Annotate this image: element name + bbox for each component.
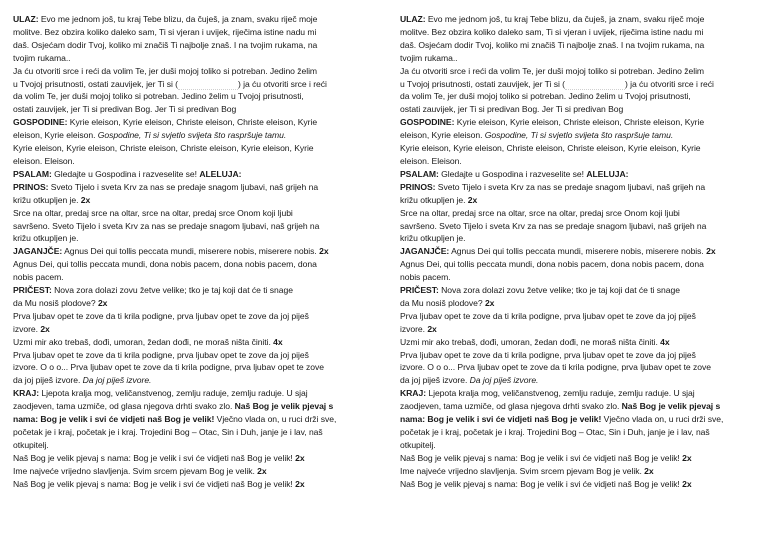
lyric-line: [13, 26, 371, 39]
lyrics-column-right: [400, 13, 758, 491]
lyric-line: [13, 478, 371, 491]
lyric-line: [13, 207, 371, 220]
lyric-text: Ljepota kralja mog, veličanstvenog, zemlju raduje, zemlju raduje. U sjaj: [39, 388, 308, 399]
lyric-line: [400, 413, 758, 426]
lyric-line: [400, 310, 758, 323]
lyric-text: eleison, Kyrie eleison.: [13, 130, 98, 141]
lyric-line: [13, 155, 371, 168]
lyric-text: da Mu nosiš plodove?: [13, 297, 98, 308]
lyric-text: križu otkupljen je.: [400, 233, 466, 244]
lyric-line: [400, 361, 758, 374]
lyric-text: Vječno vlada on, u ruci drži sve,: [601, 414, 724, 425]
lyric-line: [13, 374, 371, 387]
lyric-text: ostati zauvijek, jer Ti si predivan Bog. Jer Ti si predivan Bog: [13, 104, 237, 115]
lyric-bold-text: KRAJ:: [400, 388, 427, 399]
lyric-bold-text: ALELUJA:: [586, 168, 629, 179]
lyric-text: Ljepota kralja mog, veličanstvenog, zemlju raduje, zemlju raduje. U sjaj: [426, 388, 695, 399]
lyric-line: [13, 439, 371, 452]
lyric-line: [400, 271, 758, 284]
lyric-line: [13, 271, 371, 284]
lyric-line: [13, 13, 371, 26]
lyric-bold-text: GOSPODINE:: [13, 117, 68, 128]
lyric-bold-text: 2x: [644, 465, 654, 476]
lyric-line: [400, 400, 758, 413]
lyric-text: nobis pacem.: [13, 272, 64, 283]
lyric-line: [13, 90, 371, 103]
lyric-bold-text: 2x: [682, 452, 692, 463]
lyric-bold-text: JAGANJČE:: [400, 246, 450, 257]
lyric-text: savršeno. Sveto Tijelo i sveta Krv za nas se predaje snagom ljubavi, naš grijeh na: [400, 220, 707, 231]
lyric-line: [13, 387, 371, 400]
lyric-text: Srce na oltar, predaj srce na oltar, srce na oltar, predaj srce Onom koji ljubi: [13, 207, 293, 218]
lyric-text: Evo me jednom još, tu kraj Tebe blizu, da čuješ, ja znam, svaku riječ moje: [425, 14, 705, 24]
lyric-text: Ja ću otvoriti srce i reći da volim Te, jer duši mojoj toliko si potreban. Jedino želim: [13, 65, 318, 76]
lyric-text: križu otkupljen je.: [13, 194, 81, 205]
lyric-line: [400, 349, 758, 362]
lyric-line: [13, 78, 371, 91]
lyric-bold-text: nama: Bog je velik i svi će vidjeti naš Bog je velik!: [13, 414, 215, 425]
lyric-text: Nova zora dolazi zovu žetve velike; tko je taj koji dat će ti snage: [51, 285, 293, 296]
lyric-line: [400, 478, 758, 491]
lyric-text: Prva ljubav opet te zove da ti krila podigne, prva ljubav opet te zove da joj piješ: [400, 349, 696, 360]
lyric-line: [400, 65, 758, 78]
lyric-line: [13, 310, 371, 323]
lyric-text: početak je i kraj, početak je i kraj. Trojedini Bog – Otac, Sin i Duh, janje je i lav, naš: [400, 427, 710, 437]
lyric-text: Evo me jednom još, tu kraj Tebe blizu, da čuješ, ja znam, svaku riječ moje: [38, 14, 318, 24]
lyric-text: Agnus Dei qui tollis peccata mundi, miserere nobis, miserere nobis.: [62, 246, 320, 257]
lyric-line: [13, 65, 371, 78]
lyric-line: [400, 258, 758, 271]
lyric-line: [13, 129, 371, 142]
lyric-text: savršeno. Sveto Tijelo i sveta Krv za nas se predaje snagom ljubavi, naš grijeh na: [13, 220, 320, 231]
lyric-text: Kyrie eleison, Kyrie eleison, Christe eleison, Christe eleison, Kyrie: [67, 117, 318, 128]
lyric-bold-text: 2x: [295, 478, 305, 489]
lyric-bold-text: Naš Bog je velik pjevaj s: [234, 401, 334, 412]
lyric-bold-text: 2x: [319, 246, 329, 257]
lyric-line: [13, 258, 371, 271]
lyric-bold-text: Naš Bog je velik pjevaj s: [621, 401, 721, 412]
lyric-line: [13, 465, 371, 478]
lyric-text: Agnus Dei, qui tollis peccata mundi, dona nobis pacem, dona nobis pacem, dona: [400, 259, 704, 270]
lyric-line: [400, 387, 758, 400]
lyric-bold-text: 2x: [427, 323, 437, 334]
lyric-text: ) ja ću otvoriti srce i reći: [624, 78, 714, 89]
lyric-bold-text: PRINOS:: [13, 181, 49, 192]
lyric-bold-text: ULAZ:: [13, 14, 39, 24]
lyric-italic-text: Gospodine, Ti si svjetlo svijeta što raspršuje tamu.: [484, 130, 674, 141]
lyric-text: molitve. Bez obzira koliko daleko sam, Ti si vjeran i uvijek, riječima istine nadu mi: [400, 26, 704, 37]
lyric-line: [13, 323, 371, 336]
lyric-text: Uzmi mir ako trebaš, dođi, umoran, žedan dođi, ne moraš ništa činiti.: [400, 336, 661, 347]
lyric-text: ostati zauvijek, jer Ti si predivan Bog. Jer Ti si predivan Bog: [400, 104, 624, 115]
lyric-line: [400, 155, 758, 168]
lyric-line: [400, 336, 758, 349]
lyric-line: [400, 103, 758, 116]
lyric-text: Sveto Tijelo i sveta Krv za nas se predaje snagom ljubavi, naš grijeh na: [435, 181, 706, 192]
lyric-text: Kyrie eleison, Kyrie eleison, Christe eleison, Christe eleison, Kyrie eleison, Kyrie: [13, 143, 314, 154]
lyric-line: [400, 465, 758, 478]
lyric-text: tvojim rukama..: [13, 52, 71, 63]
lyric-text: Srce na oltar, predaj srce na oltar, srce na oltar, predaj srce Onom koji ljubi: [400, 207, 680, 218]
lyric-text: da joj piješ izvore.: [400, 375, 470, 386]
lyric-bold-text: 2x: [484, 297, 495, 308]
lyric-text: nobis pacem.: [400, 272, 451, 283]
lyric-line: [13, 452, 371, 465]
lyric-text: Vječno vlada on, u ruci drži sve,: [214, 414, 337, 425]
lyric-line: [400, 168, 758, 181]
lyric-text: daš. Osjećam dodir Tvoj, koliko mi značiš Ti najbolje znaš. I na tvojim rukama, na: [400, 39, 705, 50]
lyric-line: [13, 413, 371, 426]
lyric-line: [400, 78, 758, 91]
lyric-text: da Mu nosiš plodove?: [400, 297, 485, 308]
lyric-text: otkupitelj.: [13, 439, 49, 450]
lyric-text: da joj piješ izvore.: [13, 375, 83, 386]
lyric-bold-text: 2x: [467, 194, 478, 205]
lyric-text: eleison, Kyrie eleison.: [400, 130, 485, 141]
lyric-text: daš. Osjećam dodir Tvoj, koliko mi značiš Ti najbolje znaš. I na tvojim rukama, na: [13, 39, 318, 50]
lyric-text: Gledajte u Gospodina i razveselite se!: [51, 168, 200, 179]
lyric-text: molitve. Bez obzira koliko daleko sam, Ti si vjeran i uvijek, riječima istine nadu mi: [13, 26, 317, 37]
lyric-text: da volim Te, jer duši mojoj toliko si potreban. Jedino želim u Tvojoj prisutnosti,: [400, 91, 691, 102]
lyric-line: [400, 207, 758, 220]
lyric-bold-text: 2x: [40, 323, 50, 334]
lyric-text: izvore.: [13, 323, 41, 334]
lyric-line: [13, 39, 371, 52]
lyric-text: Naš Bog je velik pjevaj s nama: Bog je velik i svi će vidjeti naš Bog je velik!: [400, 452, 683, 463]
lyric-bold-text: ULAZ:: [400, 14, 426, 24]
lyric-bold-text: JAGANJČE:: [13, 246, 63, 257]
lyric-line: [13, 103, 371, 116]
lyric-bold-text: PSALAM:: [400, 168, 439, 179]
lyric-line: [13, 400, 371, 413]
lyric-line: [400, 142, 758, 155]
lyric-line: [13, 284, 371, 297]
lyric-line: [13, 426, 371, 439]
lyric-line: [13, 168, 371, 181]
lyric-line: [400, 116, 758, 129]
lyric-line: [400, 39, 758, 52]
lyric-line: [13, 232, 371, 245]
lyric-text: izvore.: [400, 323, 428, 334]
lyric-line: [400, 181, 758, 194]
lyric-line: [400, 426, 758, 439]
lyric-text: početak je i kraj, početak je i kraj. Trojedini Bog – Otac, Sin i Duh, janje je i lav, naš: [13, 427, 323, 437]
lyric-line: [13, 181, 371, 194]
lyric-line: [13, 349, 371, 362]
lyric-bold-text: 2x: [80, 194, 91, 205]
lyric-text: zaodjeven, tama uzmiče, od glasa njegova drhti svako zlo.: [400, 401, 622, 412]
lyric-line: [400, 26, 758, 39]
lyric-text: u Tvojoj prisutnosti, ostati zauvijek, jer Ti si (: [400, 78, 565, 89]
lyric-line: [13, 52, 371, 65]
blank-gap: [565, 79, 625, 90]
lyric-line: [400, 284, 758, 297]
lyric-text: izvore. O o o... Prva ljubav opet te zove da ti krila podigne, prva ljubav opet te zove: [400, 362, 711, 373]
lyric-bold-text: PRIČEST:: [13, 285, 52, 296]
lyric-text: Agnus Dei, qui tollis peccata mundi, dona nobis pacem, dona nobis pacem, dona: [13, 259, 317, 270]
lyric-bold-text: 4x: [273, 336, 283, 347]
lyric-italic-text: Da joj piješ izvore.: [469, 375, 539, 386]
lyric-text: u Tvojoj prisutnosti, ostati zauvijek, jer Ti si (: [13, 78, 178, 89]
lyric-line: [13, 194, 371, 207]
lyric-line: [13, 142, 371, 155]
lyric-text: Prva ljubav opet te zove da ti krila podigne, prva ljubav opet te zove da joj piješ: [400, 310, 696, 321]
lyric-bold-text: 4x: [660, 336, 670, 347]
lyric-line: [400, 13, 758, 26]
lyric-text: ) ja ću otvoriti srce i reći: [237, 78, 327, 89]
lyric-text: Sveto Tijelo i sveta Krv za nas se predaje snagom ljubavi, naš grijeh na: [48, 181, 319, 192]
lyric-line: [13, 245, 371, 258]
lyric-bold-text: PRINOS:: [400, 181, 436, 192]
lyric-text: Uzmi mir ako trebaš, dođi, umoran, žedan dođi, ne moraš ništa činiti.: [13, 336, 274, 347]
lyric-text: Agnus Dei qui tollis peccata mundi, miserere nobis, miserere nobis.: [449, 246, 707, 257]
lyric-bold-text: 2x: [706, 246, 716, 257]
lyric-text: Kyrie eleison, Kyrie eleison, Christe eleison, Christe eleison, Kyrie: [454, 117, 705, 128]
lyric-text: Prva ljubav opet te zove da ti krila podigne, prva ljubav opet te zove da joj piješ: [13, 310, 309, 321]
lyric-line: [400, 220, 758, 233]
lyric-bold-text: 2x: [295, 452, 305, 463]
lyric-text: Ime najveće vrijedno slavljenja. Svim srcem pjevam Bog je velik.: [400, 465, 645, 476]
lyric-line: [13, 220, 371, 233]
lyrics-column-left: [13, 13, 371, 491]
lyric-line: [400, 452, 758, 465]
lyric-text: Gledajte u Gospodina i razveselite se!: [438, 168, 587, 179]
lyric-bold-text: KRAJ:: [13, 388, 40, 399]
lyric-line: [13, 361, 371, 374]
lyric-text: Naš Bog je velik pjevaj s nama: Bog je velik i svi će vidjeti naš Bog je velik!: [13, 478, 296, 489]
lyric-bold-text: PSALAM:: [13, 168, 52, 179]
lyric-line: [400, 129, 758, 142]
lyric-line: [400, 245, 758, 258]
lyric-line: [400, 52, 758, 65]
lyric-text: Kyrie eleison, Kyrie eleison, Christe eleison, Christe eleison, Kyrie eleison, Kyrie: [400, 143, 701, 154]
lyric-bold-text: ALELUJA:: [199, 168, 242, 179]
blank-gap: [178, 79, 238, 90]
lyric-text: Nova zora dolazi zovu žetve velike; tko je taj koji dat će ti snage: [438, 285, 680, 296]
lyric-line: [400, 374, 758, 387]
lyric-line: [13, 297, 371, 310]
lyric-text: da volim Te, jer duši mojoj toliko si potreban. Jedino želim u Tvojoj prisutnosti,: [13, 91, 304, 102]
lyric-bold-text: nama: Bog je velik i svi će vidjeti naš Bog je velik!: [400, 414, 602, 425]
lyric-text: križu otkupljen je.: [13, 233, 79, 244]
lyric-bold-text: GOSPODINE:: [400, 117, 455, 128]
lyric-bold-text: 2x: [682, 478, 692, 489]
lyric-line: [400, 232, 758, 245]
lyric-text: Prva ljubav opet te zove da ti krila podigne, prva ljubav opet te zove da joj piješ: [13, 349, 309, 360]
lyric-line: [400, 439, 758, 452]
lyric-text: otkupitelj.: [400, 439, 436, 450]
lyric-line: [13, 336, 371, 349]
lyric-bold-text: 2x: [257, 465, 267, 476]
lyric-italic-text: Gospodine, Ti si svjetlo svijeta što raspršuje tamu.: [97, 130, 287, 141]
lyric-line: [13, 116, 371, 129]
lyric-text: Naš Bog je velik pjevaj s nama: Bog je velik i svi će vidjeti naš Bog je velik!: [13, 452, 296, 463]
lyric-text: tvojim rukama..: [400, 52, 458, 63]
lyric-line: [400, 194, 758, 207]
lyric-text: izvore. O o o... Prva ljubav opet te zove da ti krila podigne, prva ljubav opet te zove: [13, 362, 324, 373]
lyric-line: [400, 297, 758, 310]
lyric-text: Ja ću otvoriti srce i reći da volim Te, jer duši mojoj toliko si potreban. Jedino želim: [400, 65, 705, 76]
lyric-text: Naš Bog je velik pjevaj s nama: Bog je velik i svi će vidjeti naš Bog je velik!: [400, 478, 683, 489]
lyric-text: eleison. Eleison.: [400, 155, 462, 166]
lyric-italic-text: Da joj piješ izvore.: [82, 375, 152, 386]
lyric-bold-text: PRIČEST:: [400, 285, 439, 296]
lyric-text: križu otkupljen je.: [400, 194, 468, 205]
lyric-text: zaodjeven, tama uzmiče, od glasa njegova drhti svako zlo.: [13, 401, 235, 412]
lyric-text: eleison. Eleison.: [13, 155, 75, 166]
lyric-line: [400, 323, 758, 336]
lyric-line: [400, 90, 758, 103]
lyric-text: Ime najveće vrijedno slavljenja. Svim srcem pjevam Bog je velik.: [13, 465, 258, 476]
lyric-bold-text: 2x: [97, 297, 108, 308]
